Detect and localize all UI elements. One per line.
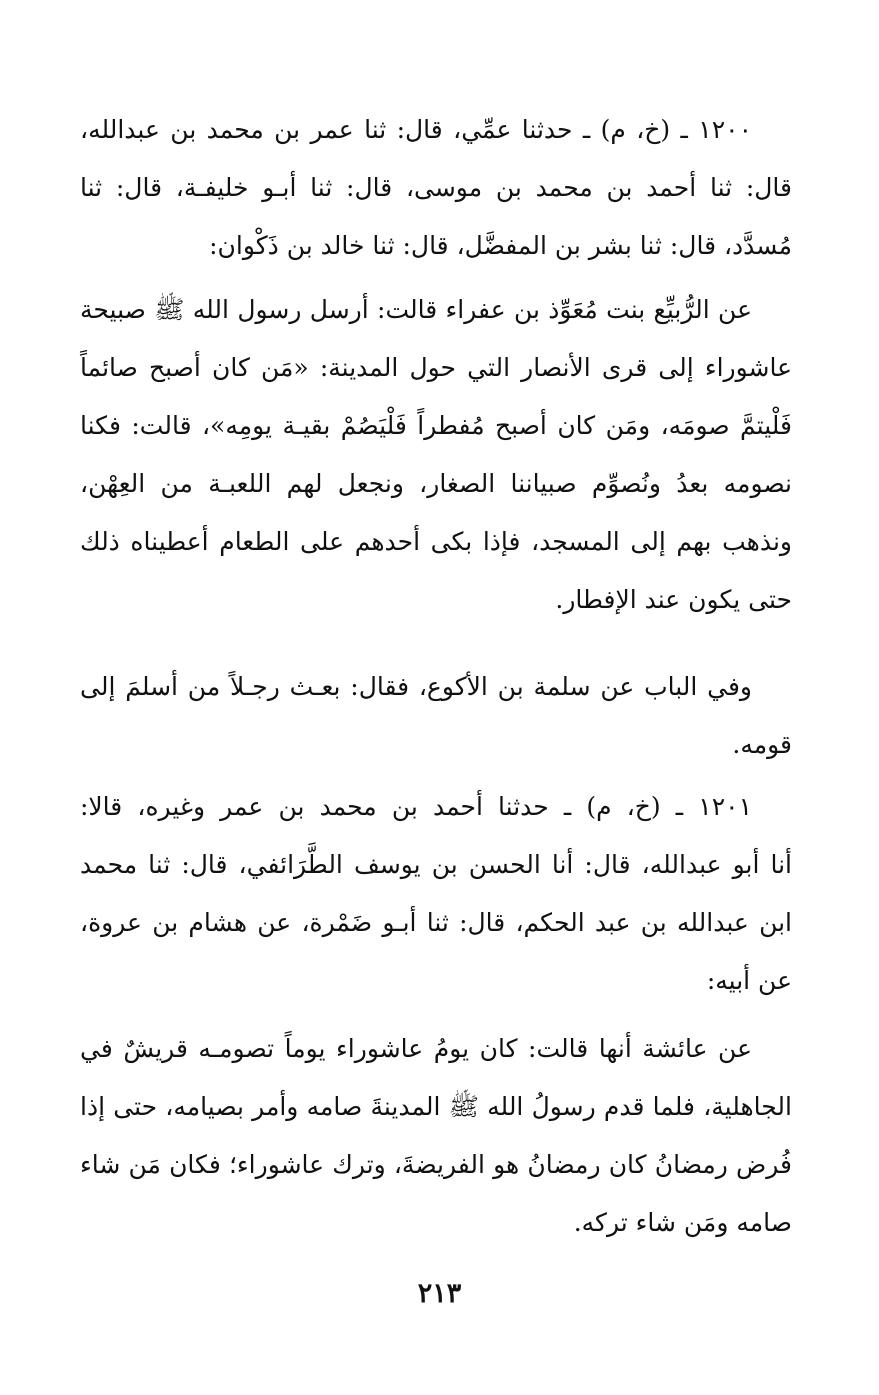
text-line: حتى يكون عند الإفطار.: [555, 585, 792, 614]
text-line: قومه.: [732, 730, 792, 759]
text-line: أنا أبو عبدالله، قال: أنا الحسن بن يوسف الطَّرَائفي، قال: ثنا محمد: [80, 850, 792, 879]
paragraph-hadith-1200-bab: [80, 658, 792, 774]
page-number: ٢١٣: [417, 1278, 462, 1309]
text-line: ١٢٠٠ ـ (خ، م) ـ حدثنا عمِّي، قال: ثنا عمر بن محمد بن عبدالله،: [80, 115, 752, 144]
text-line: نصومه بعدُ ونُصوِّم صبياننا الصغار، ونجعل لهم اللعبـة من العِهْن،: [80, 469, 792, 498]
paragraph-hadith-1200-matn: [80, 281, 792, 629]
text-line: وفي الباب عن سلمة بن الأكوع، فقال: بعـث رجـلاً من أسلمَ إلى: [80, 672, 752, 701]
text-line: عاشوراء إلى قرى الأنصار التي حول المدينة: «مَن كان أصبح صائماً: [80, 353, 792, 382]
text-line: ونذهب بهم إلى المسجد، فإذا بكى أحدهم على الطعام أعطيناه ذلك: [80, 527, 792, 556]
text-line: عن عائشة أنها قالت: كان يومُ عاشوراء يوماً تصومـه قريشٌ في: [80, 1034, 752, 1063]
text-line: عن الرُّبيِّع بنت مُعَوِّذ بن عفراء قالت: أرسل رسول الله ﷺ صبيحة: [80, 295, 752, 324]
text-line: عن أبيه:: [706, 966, 792, 995]
text-line: ابن عبدالله بن عبد الحكم، قال: ثنا أبـو ضَمْرة، عن هشام بن عروة،: [80, 908, 792, 937]
text-line: فُرض رمضانُ كان رمضانُ هو الفريضةَ، وترك عاشوراء؛ فكان مَن شاء: [80, 1150, 792, 1179]
paragraph-hadith-1201-isnad: [80, 778, 792, 1010]
text-line: مُسدَّد، قال: ثنا بشر بن المفضَّل، قال: ثنا خالد بن ذَكْوان:: [209, 231, 792, 260]
text-line: الجاهلية، فلما قدم رسولُ الله ﷺ المدينةَ صامه وأمر بصيامه، حتى إذا: [80, 1092, 792, 1121]
text-line: صامه ومَن شاء تركه.: [573, 1208, 792, 1237]
text-line: فَلْيتمَّ صومَه، ومَن كان أصبح مُفطراً فَلْيَصُمْ بقيـة يومِه»، قالت: فكنا: [80, 411, 792, 440]
text-line: قال: ثنا أحمد بن محمد بن موسى، قال: ثنا أبـو خليفـة، قال: ثنا: [80, 173, 792, 202]
paragraph-hadith-1201-matn: [80, 1020, 792, 1252]
text-line: ١٢٠١ ـ (خ، م) ـ حدثنا أحمد بن محمد بن عمر وغيره، قالا:: [80, 792, 752, 821]
paragraph-hadith-1200-isnad: [80, 101, 792, 275]
